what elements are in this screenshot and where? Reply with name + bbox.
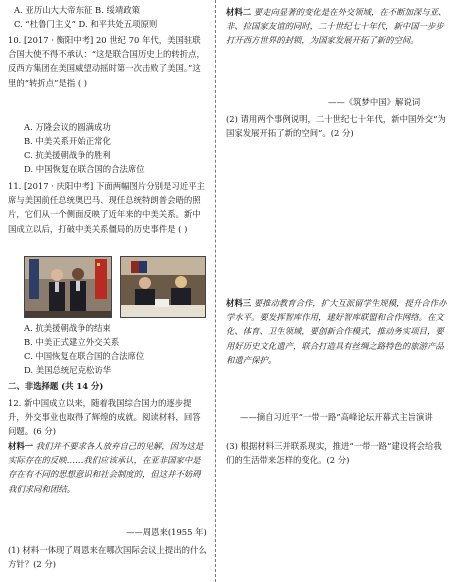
material-two — [226, 5, 450, 48]
q11-stem: 11. [2017 · 庆阳中考] 下面两幅图片分别是习近平主席与美国前任总统奥巴马、现任总统特朗普会晤的照片，它们从一个侧面反映了近年来的中美关系。新中国成立以后，打破中美关系僵局的历史事件是 ( ) — [8, 181, 205, 234]
material-one-source: ——周恩来(1955 年) — [126, 527, 207, 537]
column-divider — [215, 0, 216, 582]
q12-part2: (2) 请用两个事例说明，二十世纪七十年代，新中国外交“为国家发展开拓了新的空间”。(2 分) — [226, 114, 446, 139]
material-three-source: ——摘自习近平“一带一路”高峰论坛开幕式主旨演讲 — [240, 412, 433, 422]
q10-option-c[interactable]: C. 抗美援朝战争的胜利 — [24, 150, 111, 160]
q11-option-b[interactable]: B. 中美正式建立外交关系 — [24, 337, 120, 347]
q9-options-ab: A. 亚历山大大帝东征 B. 绥靖政策 — [14, 5, 141, 15]
q11-option-d[interactable]: D. 美国总统尼克松访华 — [24, 365, 112, 375]
material-two-label: 材料二 — [226, 7, 252, 17]
q12-part3: (3) 根据材料三并联系现实，推进“一带一路”建设将会给我们的生活带来怎样的变化。(2 分) — [226, 441, 442, 466]
material-two-source: ——《筑梦中国》解说词 — [328, 97, 421, 107]
material-one-label: 材料一 — [8, 441, 34, 451]
right-column — [226, 0, 452, 582]
material-two-text: 要走向显著的变化是在外交领域，在不断加深与亚、非、拉国家友谊的同时，二十世纪七十年代，新中国一步步打开西方世界的封锁，为国家发展开拓了新的空间。 — [226, 7, 447, 46]
material-one — [8, 439, 208, 496]
material-one-text: 我们并不要求各人放弃自己的见解，因为这是实际存在的反映……我们应该承认，在亚非国家中是存在有不同的思想意识和社会制度的，但这并不妨碍我们求同和团结。 — [8, 441, 204, 494]
q12-stem: 12. 新中国成立以来，随着我国综合国力的逐步提升，外交事业也取得了辉煌的成就。阅读材料，回答问题。(6 分) — [8, 398, 201, 437]
photo-xi-obama — [24, 256, 112, 318]
q11-option-a[interactable]: A. 抗美援朝战争的结束 — [24, 323, 111, 333]
photo-xi-trump — [120, 256, 206, 318]
material-three-label: 材料三 — [226, 298, 252, 308]
q12-part1: (1) 材料一体现了周恩来在哪次国际会议上提出的什么方针？(2 分) — [8, 545, 207, 570]
q9-options-cd: C. “杜鲁门主义” D. 和平共处五项原则 — [14, 19, 158, 29]
material-three-text: 要推动教育合作，扩大互派留学生规模，提升合作办学水平。要发挥智库作用，建好智库联盟和合作网络。在文化、体育、卫生领域，要创新合作模式，推动务实项目，要用好历史文化遗产，联合打造具有丝绸之路特色的旅游产品和遗产保护。 — [226, 298, 447, 365]
section-two-heading: 二、非选择题 (共 14 分) — [8, 381, 104, 391]
q10-option-d[interactable]: D. 中国恢复在联合国的合法席位 — [24, 164, 145, 174]
q11-option-c[interactable]: C. 中国恢复在联合国的合法席位 — [24, 351, 145, 361]
q10-stem: 10. [2017 · 衡阳中考] 20 世纪 70 年代，美国驻联合国大使不得不承认：“这是联合国历史上的转折点，反西方集团在美国威望动摇时第一次击败了美国。”这里的“转折点”是指 ( ) — [8, 35, 205, 88]
q10-option-b[interactable]: B. 中美关系开始正常化 — [24, 136, 111, 146]
q10-option-a[interactable]: A. 万隆会议的圆满成功 — [24, 122, 111, 132]
left-column — [8, 0, 208, 582]
material-three — [226, 296, 450, 367]
